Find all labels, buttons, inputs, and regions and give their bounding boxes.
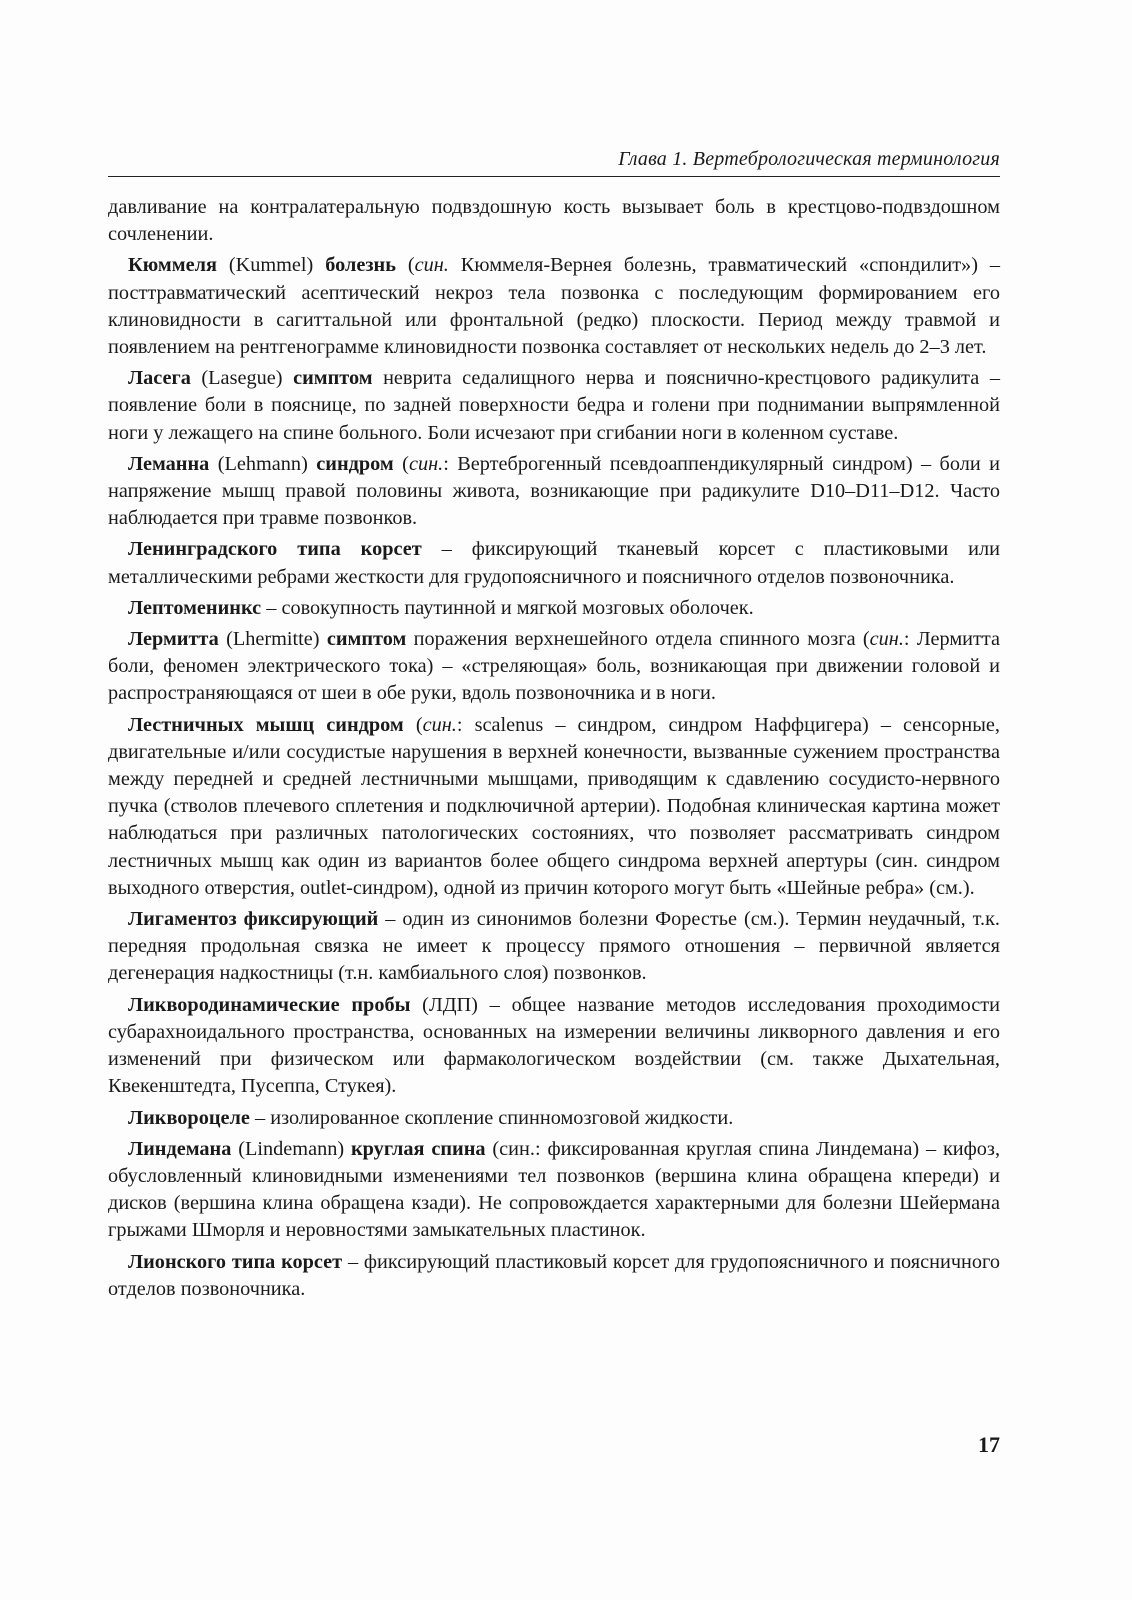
- entry-term: Леманна: [128, 452, 210, 475]
- entry-lehmann: [108, 451, 1000, 533]
- page-number: 17: [978, 1432, 1000, 1457]
- entry-liquorodynamic: [108, 992, 1000, 1101]
- entry-continuation: [108, 194, 1000, 248]
- running-header: Глава 1. Вертебрологическая терминология: [618, 148, 1000, 170]
- entry-syn-marker: син.: [408, 452, 444, 475]
- entry-lhermitte: [108, 626, 1000, 708]
- entry-text: – совокупность паутинной и мягкой мозговых оболочек.: [261, 596, 754, 619]
- entry-term-word: синдром: [316, 452, 394, 475]
- entry-term: Лермитта: [128, 628, 219, 651]
- entry-term-word: болезнь: [325, 254, 396, 277]
- entry-lyon-corset: [108, 1249, 1000, 1303]
- entry-text: неврита седалищного нерва и пояснично-крестцового радикулита – появление боли в пояснице, по задней поверхности бедра и голени при поднимании выпрямленной ноги у лежащего на спине больного. Боли исчезают при сгибании ноги в коленном суставе.: [108, 367, 1000, 444]
- entry-term-word: симптом: [293, 367, 373, 390]
- entry-prefix: (: [403, 713, 423, 736]
- entry-leningrad-corset: [108, 536, 1000, 590]
- entry-text: – изолированное скопление спинномозговой жидкости.: [249, 1106, 734, 1129]
- entry-term: Ласега: [128, 367, 191, 390]
- entry-syn-marker: син.: [422, 713, 457, 736]
- entry-eponym: (Lindemann): [231, 1137, 351, 1160]
- entry-term: Кюммеля: [128, 254, 217, 277]
- entry-ligamentosis: [108, 906, 1000, 988]
- entry-text: : scalenus – синдром, синдром Наффцигера) – сенсорные, двигательные и/или сосудистые нарушения в верхней конечности, вызванные сужением пространства между передней и средней лестничными мышцами, приводящим к сдавлению сосудисто-нервного пучка (стволов плечевого сплетения и подключичной артерии). Подобная клиническая картина может наблюдаться при различных патологических состояниях, что позволяет рассматривать синдром лестничных мышц как один из вариантов более общего синдрома верхней апертуры (син. синдром выходного отверстия, outlet-синдром), одной из причин которого могут быть «Шейные ребра» (см.).: [108, 713, 1000, 899]
- entry-text: : Вертеброгенный псевдоаппендикулярный синдром) – боли и напряжение мышц правой половины живота, возникающие при радикулите D10–D11–D12. Часто наблюдается при травме позвонков.: [108, 452, 1001, 530]
- entry-kummel: [108, 252, 1000, 361]
- entry-text: : Лермитта боли, феномен электрического тока) – «стреляющая» боль, возникающая при движении головой и распространяющаяся от шеи в обе руки, вдоль позвоночника и в ноги.: [108, 628, 1000, 705]
- entry-text: (син.: фиксированная круглая спина Линдемана) – кифоз, обусловленный клиновидными изменениями тел позвонков (вершина клина обращена кпереди) и дисков (вершина клина обращена кзади). Не сопровождается характерными для болезни Шейермана грыжами Шморля и неровностями замыкательных пластинок.: [108, 1137, 1001, 1242]
- entry-term: Лестничных мышц синдром: [128, 713, 404, 736]
- entry-scalenus: [108, 712, 1000, 902]
- entry-eponym: (Kummel): [216, 254, 326, 277]
- entry-text: Кюммеля-Вернея болезнь, травматический «спондилит») – посттравматический асептический некроз тела позвонка с последующим формированием его клиновидности в сагиттальной или фронтальной (редко) плоскости. Период между травмой и появлением на рентгенограмме клиновидности позвонка составляет от нескольких недель до 2–3 лет.: [108, 254, 1000, 359]
- entry-term: Ленинградского типа корсет: [128, 538, 422, 561]
- entry-lasegue: [108, 365, 1000, 447]
- entry-term: Лигаментоз фиксирующий: [128, 908, 379, 931]
- entry-term-word: симптом: [326, 628, 407, 651]
- entry-text: – фиксирующий тканевый корсет с пластиковыми или металлическими ребрами жесткости для грудопоясничного и поясничного отделов позвоночника.: [108, 538, 1000, 588]
- entry-term: Линдемана: [128, 1137, 232, 1160]
- entry-eponym: (Lehmann): [209, 452, 317, 475]
- page-body: [108, 194, 1000, 1307]
- entry-text: давливание на контралатеральную подвздошную кость вызывает боль в крестцово-подвздошном сочленении.: [108, 196, 1000, 246]
- entry-eponym: (Lasegue): [190, 367, 294, 390]
- entry-leptomeninx: [108, 595, 1000, 622]
- entry-prefix: поражения верхнешейного отдела спинного мозга (: [406, 628, 870, 651]
- entry-term: Ликвородинамические пробы: [128, 993, 411, 1016]
- entry-term: Лептоменинкс: [128, 596, 262, 619]
- entry-term: Ликвороцеле: [128, 1106, 250, 1129]
- entry-eponym: (Lhermitte): [218, 628, 327, 651]
- header-rule: [108, 176, 1000, 177]
- entry-term: Лионского типа корсет: [128, 1250, 343, 1273]
- entry-text: – фиксирующий пластиковый корсет для грудопоясничного и поясничного отделов позвоночника.: [108, 1250, 1000, 1300]
- entry-liquorocele: [108, 1105, 1000, 1132]
- entry-prefix: (: [395, 254, 415, 277]
- entry-text: (ЛДП) – общее название методов исследования проходимости субарахноидального пространства, основанных на измерении величины ликворного давления и его изменений при физическом или фармакологическом воздействии (см. также Дыхательная, Квекенштедта, Пусеппа, Стукея).: [108, 993, 1000, 1098]
- entry-syn-marker: син.: [414, 254, 449, 277]
- entry-lindemann: [108, 1136, 1000, 1245]
- entry-prefix: (: [393, 452, 409, 475]
- entry-syn-marker: син.: [869, 628, 904, 651]
- entry-term-word: круглая спина: [350, 1137, 486, 1160]
- entry-text: – один из синонимов болезни Форестье (см.). Термин неудачный, т.к. передняя продольная связка не имеет к процессу прямого отношения – первичной является дегенерация надкостницы (т.н. камбиального слоя) позвонков.: [108, 908, 1000, 985]
